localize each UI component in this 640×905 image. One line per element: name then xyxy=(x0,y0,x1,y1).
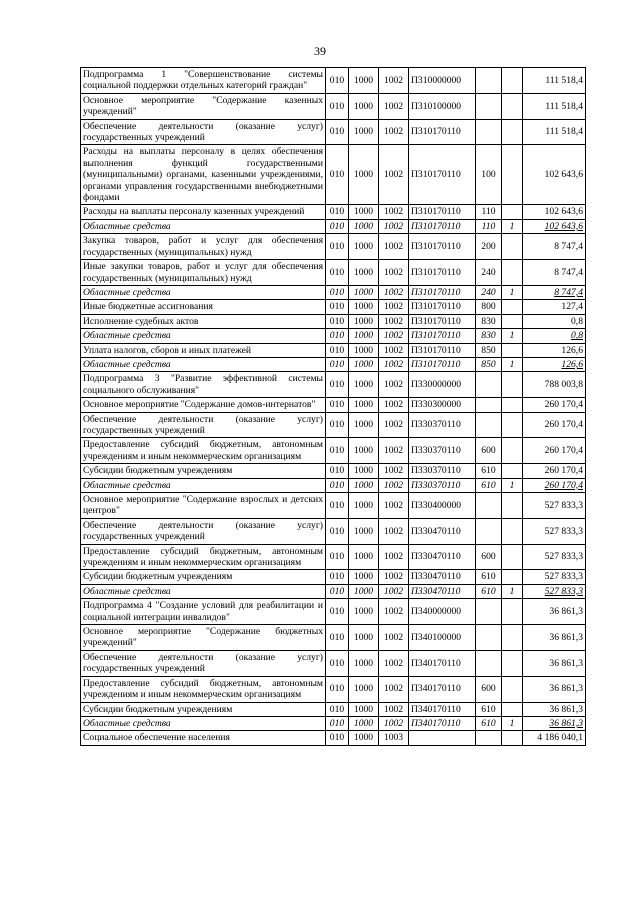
cell-ministry-code: 010 xyxy=(326,314,349,328)
cell-name: Субсидии бюджетным учреждениям xyxy=(81,702,326,716)
cell-section-code: 1000 xyxy=(349,570,379,584)
cell-subsection-code: 1002 xyxy=(379,625,409,651)
table-body xyxy=(81,68,586,746)
cell-funding-source xyxy=(502,119,523,145)
cell-target-article: П330370110 xyxy=(409,412,476,438)
cell-section-code: 1000 xyxy=(349,464,379,478)
cell-subsection-code: 1002 xyxy=(379,702,409,716)
table-row xyxy=(81,93,586,119)
cell-subsection-code: 1002 xyxy=(379,493,409,519)
cell-name: Областные средства xyxy=(81,329,326,343)
cell-name: Закупка товаров, работ и услуг для обеспечения государственных (муниципальных) нужд xyxy=(81,234,326,260)
cell-ministry-code: 010 xyxy=(326,372,349,398)
cell-funding-source: 1 xyxy=(502,329,523,343)
cell-funding-source xyxy=(502,412,523,438)
cell-funding-source: 1 xyxy=(502,716,523,730)
cell-name: Основное мероприятие "Содержание бюджетных учреждений" xyxy=(81,625,326,651)
cell-target-article: П310170110 xyxy=(409,119,476,145)
cell-subsection-code: 1002 xyxy=(379,219,409,233)
table-row xyxy=(81,570,586,584)
cell-target-article: П310100000 xyxy=(409,93,476,119)
table-row xyxy=(81,518,586,544)
cell-expense-type xyxy=(476,625,502,651)
cell-name: Подпрограмма 4 "Создание условий для реабилитации и социальной интеграции инвалидов" xyxy=(81,599,326,625)
cell-section-code: 1000 xyxy=(349,650,379,676)
cell-funding-source xyxy=(502,702,523,716)
cell-ministry-code: 010 xyxy=(326,93,349,119)
cell-target-article: П330470110 xyxy=(409,584,476,598)
cell-amount: 126,6 xyxy=(523,343,586,357)
cell-target-article xyxy=(409,731,476,745)
cell-amount: 111 518,4 xyxy=(523,93,586,119)
table-row xyxy=(81,412,586,438)
cell-amount: 260 170,4 xyxy=(523,438,586,464)
cell-funding-source xyxy=(502,599,523,625)
cell-funding-source xyxy=(502,145,523,205)
cell-name: Основное мероприятие "Содержание казенных учреждений" xyxy=(81,93,326,119)
cell-funding-source xyxy=(502,493,523,519)
cell-funding-source: 1 xyxy=(502,478,523,492)
cell-subsection-code: 1002 xyxy=(379,314,409,328)
cell-name: Областные средства xyxy=(81,478,326,492)
table-row xyxy=(81,584,586,598)
cell-ministry-code: 010 xyxy=(326,464,349,478)
cell-target-article: П340170110 xyxy=(409,676,476,702)
cell-expense-type: 600 xyxy=(476,544,502,570)
cell-name: Предоставление субсидий бюджетным, автономным учреждениям и иным некоммерческим организациям xyxy=(81,544,326,570)
cell-subsection-code: 1002 xyxy=(379,412,409,438)
cell-section-code: 1000 xyxy=(349,68,379,94)
page-number: 39 xyxy=(314,44,326,58)
cell-section-code: 1000 xyxy=(349,493,379,519)
cell-amount: 36 861,3 xyxy=(523,599,586,625)
cell-subsection-code: 1002 xyxy=(379,544,409,570)
cell-subsection-code: 1002 xyxy=(379,93,409,119)
cell-ministry-code: 010 xyxy=(326,438,349,464)
cell-section-code: 1000 xyxy=(349,398,379,412)
cell-funding-source xyxy=(502,676,523,702)
cell-funding-source xyxy=(502,234,523,260)
cell-funding-source xyxy=(502,570,523,584)
cell-funding-source xyxy=(502,625,523,651)
cell-target-article: П310170110 xyxy=(409,314,476,328)
cell-target-article: П310000000 xyxy=(409,68,476,94)
cell-name: Исполнение судебных актов xyxy=(81,314,326,328)
cell-expense-type: 610 xyxy=(476,570,502,584)
cell-section-code: 1000 xyxy=(349,518,379,544)
cell-funding-source xyxy=(502,650,523,676)
cell-target-article: П310170110 xyxy=(409,300,476,314)
cell-target-article: П310170110 xyxy=(409,357,476,371)
cell-subsection-code: 1002 xyxy=(379,584,409,598)
cell-ministry-code: 010 xyxy=(326,570,349,584)
cell-ministry-code: 010 xyxy=(326,285,349,299)
cell-expense-type xyxy=(476,68,502,94)
cell-amount: 527 833,3 xyxy=(523,493,586,519)
cell-amount: 260 170,4 xyxy=(523,398,586,412)
cell-section-code: 1000 xyxy=(349,478,379,492)
cell-expense-type: 100 xyxy=(476,145,502,205)
cell-subsection-code: 1002 xyxy=(379,119,409,145)
cell-target-article: П310170110 xyxy=(409,260,476,286)
cell-expense-type: 830 xyxy=(476,314,502,328)
cell-section-code: 1000 xyxy=(349,731,379,745)
cell-amount: 527 833,3 xyxy=(523,570,586,584)
cell-amount: 260 170,4 xyxy=(523,412,586,438)
cell-amount: 111 518,4 xyxy=(523,119,586,145)
cell-target-article: П310170110 xyxy=(409,145,476,205)
cell-funding-source xyxy=(502,544,523,570)
cell-section-code: 1000 xyxy=(349,300,379,314)
cell-funding-source xyxy=(502,93,523,119)
cell-name: Предоставление субсидий бюджетным, автономным учреждениям и иным некоммерческим организациям xyxy=(81,438,326,464)
cell-ministry-code: 010 xyxy=(326,343,349,357)
cell-amount: 111 518,4 xyxy=(523,68,586,94)
cell-funding-source: 1 xyxy=(502,219,523,233)
cell-funding-source xyxy=(502,398,523,412)
table-row xyxy=(81,464,586,478)
cell-amount: 36 861,3 xyxy=(523,625,586,651)
cell-funding-source: 1 xyxy=(502,357,523,371)
cell-amount: 36 861,3 xyxy=(523,676,586,702)
cell-subsection-code: 1002 xyxy=(379,716,409,730)
cell-ministry-code: 010 xyxy=(326,357,349,371)
cell-section-code: 1000 xyxy=(349,676,379,702)
cell-subsection-code: 1002 xyxy=(379,68,409,94)
cell-expense-type: 610 xyxy=(476,702,502,716)
table-row xyxy=(81,68,586,94)
cell-subsection-code: 1002 xyxy=(379,343,409,357)
cell-target-article: П330470110 xyxy=(409,518,476,544)
cell-target-article: П340170110 xyxy=(409,702,476,716)
cell-ministry-code: 010 xyxy=(326,234,349,260)
cell-ministry-code: 010 xyxy=(326,329,349,343)
table-row xyxy=(81,357,586,371)
table-row xyxy=(81,599,586,625)
cell-expense-type: 800 xyxy=(476,300,502,314)
table-row xyxy=(81,234,586,260)
cell-subsection-code: 1002 xyxy=(379,205,409,219)
cell-ministry-code: 010 xyxy=(326,478,349,492)
cell-amount: 0,8 xyxy=(523,329,586,343)
cell-expense-type xyxy=(476,119,502,145)
cell-expense-type: 110 xyxy=(476,205,502,219)
table-row xyxy=(81,119,586,145)
cell-section-code: 1000 xyxy=(349,716,379,730)
cell-ministry-code: 010 xyxy=(326,260,349,286)
cell-subsection-code: 1002 xyxy=(379,285,409,299)
table-row xyxy=(81,676,586,702)
cell-funding-source: 1 xyxy=(502,584,523,598)
cell-ministry-code: 010 xyxy=(326,518,349,544)
cell-name: Основное мероприятие "Содержание домов-интернатов" xyxy=(81,398,326,412)
cell-ministry-code: 010 xyxy=(326,599,349,625)
cell-section-code: 1000 xyxy=(349,260,379,286)
cell-target-article: П340000000 xyxy=(409,599,476,625)
cell-ministry-code: 010 xyxy=(326,493,349,519)
cell-amount: 102 643,6 xyxy=(523,219,586,233)
cell-amount: 260 170,4 xyxy=(523,478,586,492)
cell-amount: 126,6 xyxy=(523,357,586,371)
cell-name: Социальное обеспечение населения xyxy=(81,731,326,745)
cell-expense-type: 610 xyxy=(476,478,502,492)
cell-name: Уплата налогов, сборов и иных платежей xyxy=(81,343,326,357)
cell-funding-source xyxy=(502,518,523,544)
cell-funding-source xyxy=(502,464,523,478)
cell-subsection-code: 1002 xyxy=(379,676,409,702)
cell-subsection-code: 1002 xyxy=(379,329,409,343)
cell-ministry-code: 010 xyxy=(326,205,349,219)
cell-section-code: 1000 xyxy=(349,205,379,219)
cell-section-code: 1000 xyxy=(349,93,379,119)
cell-name: Областные средства xyxy=(81,716,326,730)
cell-amount: 102 643,6 xyxy=(523,205,586,219)
cell-ministry-code: 010 xyxy=(326,584,349,598)
cell-target-article: П310170110 xyxy=(409,234,476,260)
cell-expense-type: 240 xyxy=(476,285,502,299)
cell-ministry-code: 010 xyxy=(326,68,349,94)
cell-amount: 4 186 040,1 xyxy=(523,731,586,745)
table-row xyxy=(81,285,586,299)
cell-amount: 127,4 xyxy=(523,300,586,314)
cell-expense-type xyxy=(476,599,502,625)
cell-funding-source xyxy=(502,205,523,219)
cell-subsection-code: 1002 xyxy=(379,570,409,584)
cell-target-article: П330300000 xyxy=(409,398,476,412)
cell-section-code: 1000 xyxy=(349,285,379,299)
cell-target-article: П330400000 xyxy=(409,493,476,519)
cell-subsection-code: 1002 xyxy=(379,599,409,625)
table-row xyxy=(81,493,586,519)
cell-amount: 36 861,3 xyxy=(523,650,586,676)
cell-target-article: П330000000 xyxy=(409,372,476,398)
cell-subsection-code: 1003 xyxy=(379,731,409,745)
table-row xyxy=(81,219,586,233)
table-row xyxy=(81,398,586,412)
cell-name: Основное мероприятие "Содержание взрослых и детских центров" xyxy=(81,493,326,519)
cell-subsection-code: 1002 xyxy=(379,372,409,398)
cell-subsection-code: 1002 xyxy=(379,518,409,544)
table-row xyxy=(81,544,586,570)
cell-ministry-code: 010 xyxy=(326,716,349,730)
cell-name: Обеспечение деятельности (оказание услуг) государственных учреждений xyxy=(81,650,326,676)
cell-ministry-code: 010 xyxy=(326,544,349,570)
cell-name: Расходы на выплаты персоналу в целях обеспечения выполнения функций государственными (муниципальными) органами, казенными учреждениями, органами управления государственными внебюджетными фондами xyxy=(81,145,326,205)
cell-section-code: 1000 xyxy=(349,625,379,651)
cell-funding-source xyxy=(502,731,523,745)
cell-section-code: 1000 xyxy=(349,599,379,625)
cell-name: Подпрограмма 3 "Развитие эффективной системы социального обслуживания" xyxy=(81,372,326,398)
table-row xyxy=(81,372,586,398)
cell-section-code: 1000 xyxy=(349,372,379,398)
cell-name: Областные средства xyxy=(81,584,326,598)
table-row xyxy=(81,438,586,464)
table-row xyxy=(81,300,586,314)
table-row xyxy=(81,260,586,286)
cell-subsection-code: 1002 xyxy=(379,398,409,412)
cell-subsection-code: 1002 xyxy=(379,357,409,371)
cell-expense-type xyxy=(476,412,502,438)
cell-name: Подпрограмма 1 "Совершенствование системы социальной поддержки отдельных категорий граждан" xyxy=(81,68,326,94)
cell-expense-type: 200 xyxy=(476,234,502,260)
cell-expense-type: 610 xyxy=(476,584,502,598)
cell-amount: 102 643,6 xyxy=(523,145,586,205)
cell-target-article: П330470110 xyxy=(409,570,476,584)
cell-name: Областные средства xyxy=(81,357,326,371)
table-row xyxy=(81,702,586,716)
cell-expense-type: 850 xyxy=(476,343,502,357)
cell-section-code: 1000 xyxy=(349,234,379,260)
cell-amount: 36 861,3 xyxy=(523,702,586,716)
cell-expense-type xyxy=(476,731,502,745)
cell-ministry-code: 010 xyxy=(326,219,349,233)
cell-section-code: 1000 xyxy=(349,119,379,145)
cell-funding-source xyxy=(502,372,523,398)
cell-name: Расходы на выплаты персоналу казенных учреждений xyxy=(81,205,326,219)
cell-funding-source xyxy=(502,260,523,286)
cell-subsection-code: 1002 xyxy=(379,145,409,205)
cell-subsection-code: 1002 xyxy=(379,234,409,260)
cell-section-code: 1000 xyxy=(349,702,379,716)
cell-ministry-code: 010 xyxy=(326,702,349,716)
cell-target-article: П330470110 xyxy=(409,544,476,570)
cell-name: Предоставление субсидий бюджетным, автономным учреждениям и иным некоммерческим организациям xyxy=(81,676,326,702)
cell-funding-source: 1 xyxy=(502,285,523,299)
cell-target-article: П340170110 xyxy=(409,716,476,730)
cell-name: Иные бюджетные ассигнования xyxy=(81,300,326,314)
budget-table xyxy=(80,67,586,746)
table-row xyxy=(81,329,586,343)
cell-amount: 8 747,4 xyxy=(523,234,586,260)
cell-name: Обеспечение деятельности (оказание услуг) государственных учреждений xyxy=(81,119,326,145)
cell-expense-type: 600 xyxy=(476,676,502,702)
cell-amount: 527 833,3 xyxy=(523,518,586,544)
cell-subsection-code: 1002 xyxy=(379,464,409,478)
cell-ministry-code: 010 xyxy=(326,650,349,676)
cell-ministry-code: 010 xyxy=(326,412,349,438)
cell-expense-type: 600 xyxy=(476,438,502,464)
cell-section-code: 1000 xyxy=(349,219,379,233)
cell-ministry-code: 010 xyxy=(326,145,349,205)
cell-subsection-code: 1002 xyxy=(379,260,409,286)
cell-target-article: П310170110 xyxy=(409,205,476,219)
cell-amount: 527 833,3 xyxy=(523,544,586,570)
cell-funding-source xyxy=(502,438,523,464)
cell-expense-type xyxy=(476,93,502,119)
cell-funding-source xyxy=(502,300,523,314)
cell-section-code: 1000 xyxy=(349,329,379,343)
cell-ministry-code: 010 xyxy=(326,676,349,702)
cell-amount: 8 747,4 xyxy=(523,285,586,299)
cell-subsection-code: 1002 xyxy=(379,438,409,464)
cell-target-article: П310170110 xyxy=(409,329,476,343)
table-row xyxy=(81,343,586,357)
cell-expense-type xyxy=(476,518,502,544)
cell-name: Областные средства xyxy=(81,285,326,299)
cell-target-article: П310170110 xyxy=(409,219,476,233)
table-row xyxy=(81,731,586,745)
cell-funding-source xyxy=(502,314,523,328)
cell-expense-type: 610 xyxy=(476,716,502,730)
cell-amount: 788 003,8 xyxy=(523,372,586,398)
table-row xyxy=(81,145,586,205)
cell-section-code: 1000 xyxy=(349,438,379,464)
table-row xyxy=(81,650,586,676)
table-row xyxy=(81,205,586,219)
cell-expense-type: 830 xyxy=(476,329,502,343)
cell-section-code: 1000 xyxy=(349,343,379,357)
cell-name: Иные закупки товаров, работ и услуг для обеспечения государственных (муниципальных) нужд xyxy=(81,260,326,286)
cell-amount: 8 747,4 xyxy=(523,260,586,286)
cell-subsection-code: 1002 xyxy=(379,650,409,676)
cell-expense-type: 110 xyxy=(476,219,502,233)
cell-target-article: П310170110 xyxy=(409,285,476,299)
cell-section-code: 1000 xyxy=(349,412,379,438)
cell-ministry-code: 010 xyxy=(326,731,349,745)
cell-section-code: 1000 xyxy=(349,544,379,570)
cell-expense-type: 610 xyxy=(476,464,502,478)
cell-target-article: П340170110 xyxy=(409,650,476,676)
cell-amount: 260 170,4 xyxy=(523,464,586,478)
cell-amount: 527 833,3 xyxy=(523,584,586,598)
cell-amount: 0,8 xyxy=(523,314,586,328)
cell-ministry-code: 010 xyxy=(326,625,349,651)
cell-name: Субсидии бюджетным учреждениям xyxy=(81,570,326,584)
cell-target-article: П340100000 xyxy=(409,625,476,651)
table-row xyxy=(81,314,586,328)
cell-amount: 36 861,3 xyxy=(523,716,586,730)
cell-section-code: 1000 xyxy=(349,145,379,205)
cell-section-code: 1000 xyxy=(349,357,379,371)
cell-expense-type xyxy=(476,650,502,676)
cell-name: Субсидии бюджетным учреждениям xyxy=(81,464,326,478)
table-row xyxy=(81,625,586,651)
cell-ministry-code: 010 xyxy=(326,300,349,314)
cell-target-article: П330370110 xyxy=(409,438,476,464)
cell-target-article: П330370110 xyxy=(409,464,476,478)
cell-expense-type xyxy=(476,398,502,412)
cell-ministry-code: 010 xyxy=(326,398,349,412)
cell-expense-type xyxy=(476,372,502,398)
cell-target-article: П330370110 xyxy=(409,478,476,492)
table-row xyxy=(81,716,586,730)
cell-section-code: 1000 xyxy=(349,584,379,598)
cell-expense-type xyxy=(476,493,502,519)
cell-name: Обеспечение деятельности (оказание услуг) государственных учреждений xyxy=(81,412,326,438)
cell-section-code: 1000 xyxy=(349,314,379,328)
cell-subsection-code: 1002 xyxy=(379,300,409,314)
cell-expense-type: 240 xyxy=(476,260,502,286)
cell-name: Областные средства xyxy=(81,219,326,233)
cell-target-article: П310170110 xyxy=(409,343,476,357)
cell-name: Обеспечение деятельности (оказание услуг) государственных учреждений xyxy=(81,518,326,544)
cell-funding-source xyxy=(502,68,523,94)
cell-subsection-code: 1002 xyxy=(379,478,409,492)
table-row xyxy=(81,478,586,492)
cell-expense-type: 850 xyxy=(476,357,502,371)
cell-ministry-code: 010 xyxy=(326,119,349,145)
cell-funding-source xyxy=(502,343,523,357)
